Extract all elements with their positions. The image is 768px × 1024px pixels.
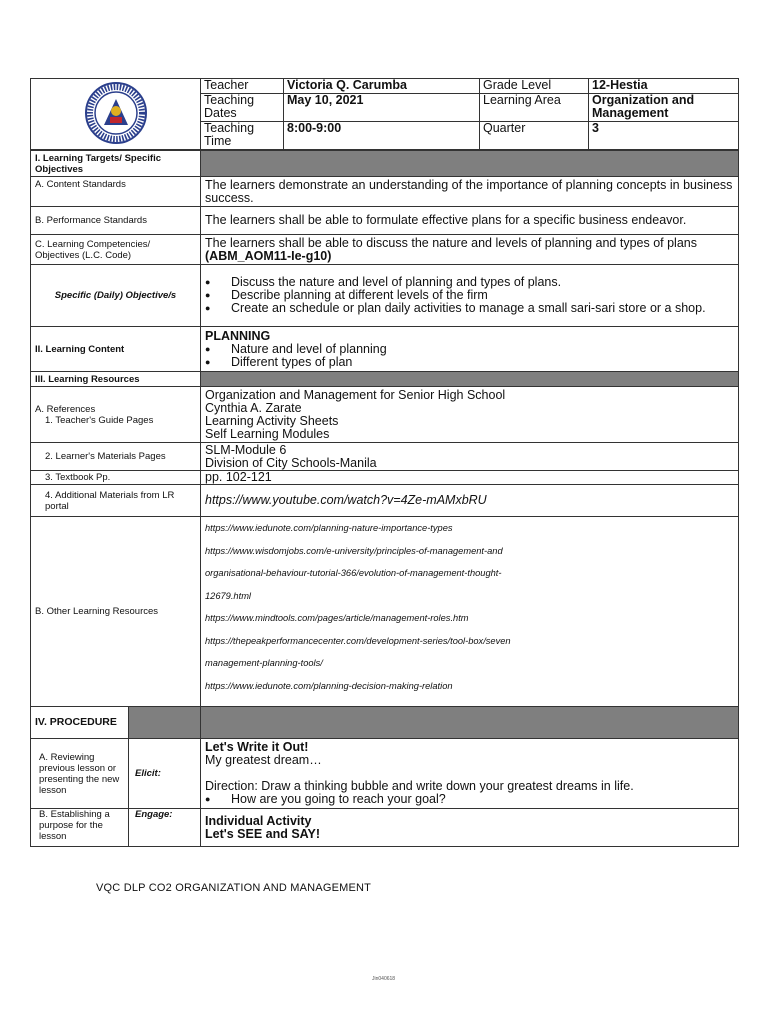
gray-band	[201, 151, 739, 177]
resources-heading: III. Learning Resources	[31, 372, 201, 387]
list-item: ● Discuss the nature and level of planning and types of plans.	[205, 275, 562, 289]
competencies-code: (ABM_AOM11-Ie-g10)	[205, 248, 332, 263]
footer-text: VQC DLP CO2 ORGANIZATION AND MANAGEMENT	[96, 882, 372, 894]
review-label: A. Reviewing previous lesson or presenting the new lesson	[31, 739, 129, 809]
learner-materials: SLM-Module 6 Division of City Schools-Manila	[201, 443, 739, 471]
procedure-heading: IV. PROCEDURE	[31, 707, 129, 739]
textbook-label: 3. Textbook Pp.	[31, 471, 201, 485]
daily-objectives-list	[201, 265, 739, 327]
header-table	[30, 78, 739, 150]
seal-cell	[31, 79, 201, 150]
resource-link[interactable]: organisational-behaviour-tutorial-366/evolution-of-management-thought-	[205, 568, 502, 578]
tiny-mark: Jin040618	[372, 976, 396, 982]
resource-link[interactable]: management-planning-tools/	[205, 658, 323, 668]
gray-band	[129, 707, 201, 739]
bullet-icon: ●	[205, 277, 211, 287]
list-item: ● Nature and level of planning	[205, 341, 387, 356]
content-standards-text: The learners demonstrate an understanding of the importance of planning concepts in business success.	[201, 177, 739, 207]
list-item: ● Different types of plan	[205, 354, 353, 369]
gray-band	[201, 372, 739, 387]
learner-materials-label: 2. Learner's Materials Pages	[31, 443, 201, 471]
elicit-content	[201, 739, 739, 809]
engage-label: Engage:	[129, 809, 201, 847]
resource-link[interactable]: https://thepeakperformancecenter.com/development-series/tool-box/seven	[205, 635, 511, 646]
lesson-table	[30, 150, 739, 847]
quarter-label: Quarter	[480, 122, 589, 150]
quarter-value: 3	[589, 122, 739, 150]
textbook-pages: pp. 102-121	[201, 471, 739, 485]
learning-content-label: II. Learning Content	[31, 327, 201, 372]
bullet-icon: ●	[205, 343, 211, 354]
references-list: Organization and Management for Senior High School Cynthia A. Zarate Learning Activity Sheets Self Learning Modules	[201, 387, 739, 443]
competencies-text	[201, 235, 739, 265]
elicit-label: Elicit:	[129, 739, 201, 809]
bullet-icon: ●	[205, 356, 211, 367]
engage-line-1: Individual Activity	[205, 813, 312, 828]
other-resources-links	[201, 517, 739, 707]
bullet-icon: ●	[205, 303, 211, 313]
additional-materials-label: 4. Additional Materials from LR portal	[31, 485, 201, 517]
targets-heading: I. Learning Targets/ Specific Objectives	[31, 151, 201, 177]
bullet-icon: ●	[205, 290, 211, 300]
additional-materials-link[interactable]: https://www.youtube.com/watch?v=4Ze-mAMxbRU	[201, 485, 739, 517]
teacher-label: Teacher	[201, 79, 284, 94]
list-item: ● Describe planning at different levels of the firm	[205, 288, 488, 302]
purpose-label: B. Establishing a purpose for the lesson	[31, 809, 129, 847]
teacher-value: Victoria Q. Carumba	[284, 79, 480, 94]
competencies-label: C. Learning Competencies/ Objectives (L.C. Code)	[31, 235, 201, 265]
content-standards-label: A. Content Standards	[31, 177, 201, 207]
list-item: ● How are you going to reach your goal?	[205, 792, 446, 806]
area-label: Learning Area	[480, 94, 589, 122]
resource-link[interactable]: https://www.mindtools.com/pages/article/management-roles.htm	[205, 613, 469, 623]
bullet-icon: ●	[205, 794, 211, 804]
engage-line-2: Let's SEE and SAY!	[205, 826, 321, 841]
other-resources-label: B. Other Learning Resources	[31, 517, 201, 707]
resource-link[interactable]: https://www.wisdomjobs.com/e-university/principles-of-management-and	[205, 545, 503, 556]
dates-label: Teaching Dates	[201, 94, 284, 122]
resource-link[interactable]: https://www.iedunote.com/planning-decision-making-relation	[205, 680, 453, 691]
deped-seal-icon	[84, 81, 148, 145]
resource-link[interactable]: 12679.html	[205, 590, 251, 601]
time-label: Teaching Time	[201, 122, 284, 150]
references-label: A. References 1. Teacher's Guide Pages	[31, 387, 201, 443]
elicit-line-2: Direction: Draw a thinking bubble and write down your greatest dreams in life.	[205, 779, 634, 793]
learning-content	[201, 327, 739, 372]
list-item: ● Create an schedule or plan daily activities to manage a small sari-sari store or a shop.	[205, 301, 706, 315]
area-value: Organization and Management	[589, 94, 739, 122]
time-value: 8:00-9:00	[284, 122, 480, 150]
resource-link[interactable]: https://www.iedunote.com/planning-nature-importance-types	[205, 523, 453, 533]
grade-value: 12-Hestia	[589, 79, 739, 94]
dates-value: May 10, 2021	[284, 94, 480, 122]
grade-label: Grade Level	[480, 79, 589, 94]
competencies-desc: The learners shall be able to discuss the nature and levels of planning and types of plans	[205, 235, 697, 250]
performance-standards-label: B. Performance Standards	[31, 207, 201, 235]
engage-content	[201, 809, 739, 847]
content-title: PLANNING	[205, 328, 271, 343]
elicit-line-1: My greatest dream…	[205, 753, 322, 767]
daily-objectives-label: Specific (Daily) Objective/s	[31, 265, 201, 327]
elicit-title: Let's Write it Out!	[205, 740, 309, 754]
performance-standards-text: The learners shall be able to formulate effective plans for a specific business endeavor.	[201, 207, 739, 235]
gray-band	[201, 707, 739, 739]
